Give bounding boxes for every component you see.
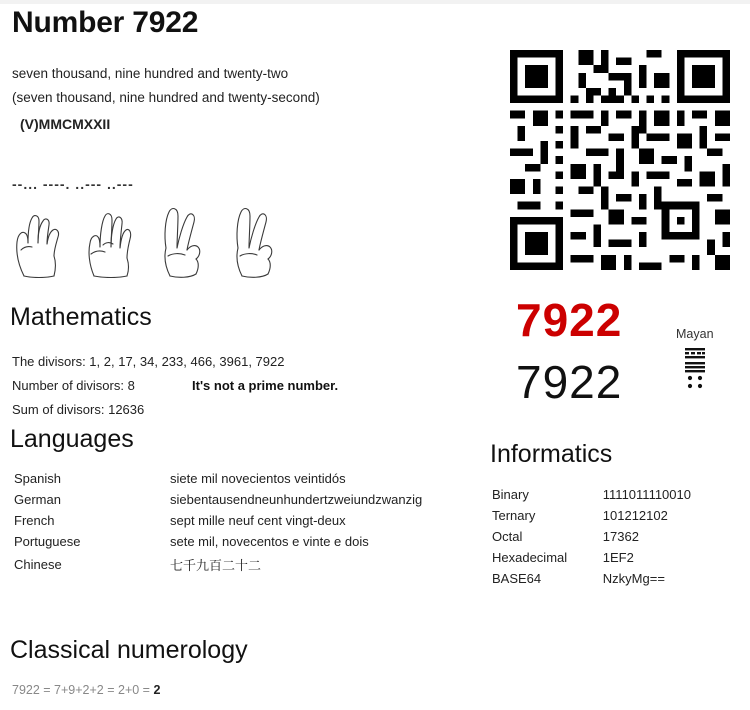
numerology-heading: Classical numerology [10,636,248,664]
numerology-formula [12,683,160,697]
hand-digit-2-second [224,204,286,278]
table-row [12,531,472,552]
informatics-key: BASE64 [492,571,542,586]
language-value [168,489,472,510]
mayan-label: Mayan [676,327,714,341]
language-name: Chinese [14,557,62,572]
table-row [12,468,472,489]
hand-digit-2-first [152,204,214,278]
mathematics-block [12,350,482,422]
ordinal-words: (seven thousand, nine hundred and twenty-second) [12,90,320,105]
divisor-count-row [12,374,482,398]
page-title: Number 7922 [12,6,199,39]
language-value: siete mil novecientos veintidós [170,471,346,486]
informatics-value: 17362 [602,529,639,544]
divisor-sum-row [12,398,482,422]
qr-code [510,50,730,275]
table-row [12,510,472,531]
language-name: Portuguese [14,534,81,549]
mathematics-heading: Mathematics [10,303,152,331]
informatics-value: NzkyMg== [602,571,665,586]
table-row [490,547,740,568]
informatics-key: Binary [492,487,529,502]
numerology-formula-text: 7922 = 7+9+2+2 = 2+0 = [12,683,154,697]
informatics-value: 1EF2 [602,550,634,565]
table-row [490,484,740,505]
table-row [490,526,740,547]
language-name: French [14,513,55,528]
language-value: sept mille neuf cent vingt-deux [170,513,346,528]
informatics-heading: Informatics [490,440,613,468]
informatics-key: Ternary [492,508,536,523]
language-value: sete mil, novecentos e vinte e dois [170,534,369,549]
informatics-key: Octal [492,529,523,544]
number-words-block [12,62,320,136]
divisor-count-text: Number of divisors: 8 [12,378,135,393]
hand-digit-7 [8,204,70,278]
divisors-row [12,350,482,374]
table-row [12,552,472,577]
top-bar [0,0,750,4]
roman-numeral: (V)MMCMXXII [20,116,111,132]
number-display-red: 7922 [516,294,623,346]
cardinal-words: seven thousand, nine hundred and twenty-two [12,66,289,81]
sign-language-hands [8,200,288,278]
divisors-text: The divisors: 1, 2, 17, 34, 233, 466, 3961, 7922 [12,354,285,369]
table-row [490,505,740,526]
morse-code: --... ----. ..--- ..--- [12,176,134,192]
languages-heading: Languages [10,425,134,453]
informatics-value: 101212102 [602,508,668,523]
language-value-text: siebentausendneunhundertzweiundzwanzig [170,492,423,507]
table-row [12,489,472,510]
table-row [490,568,740,589]
language-name: German [14,492,61,507]
hand-digit-9 [80,204,142,278]
divisor-sum-text: Sum of divisors: 12636 [12,402,145,417]
number-display-black: 7922 [516,356,623,408]
numerology-result: 2 [153,683,161,697]
informatics-table [490,484,740,589]
languages-table [12,468,472,577]
prime-note: It's not a prime number. [192,378,339,393]
language-name: Spanish [14,471,61,486]
informatics-value: 1111011110010 [602,487,691,502]
informatics-key: Hexadecimal [492,550,568,565]
mayan-numeral [681,348,709,401]
language-value: 七千九百二十二 [170,558,262,573]
